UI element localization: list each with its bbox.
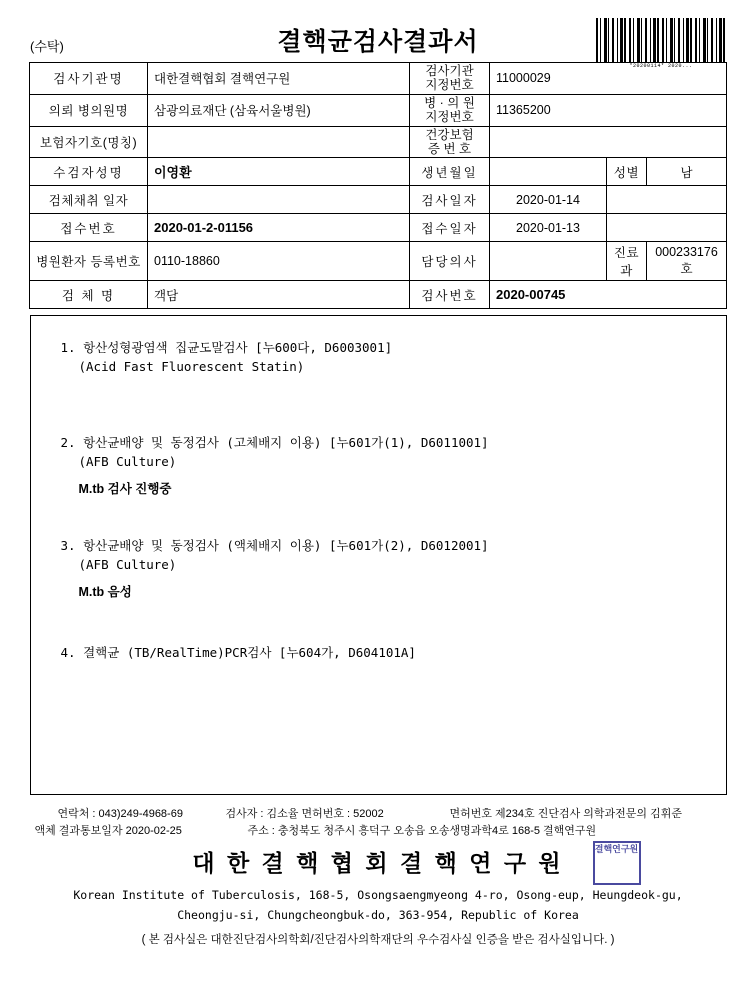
address-label: 주소 : 충청북도 청주시 흥덕구 오송읍 오송생명과학4로 168-5 결핵연구원 — [247, 825, 597, 838]
test-no-value: 2020-00745 — [490, 281, 727, 309]
result-value: M.tb 음성 — [78, 585, 132, 600]
patient-info-table — [29, 62, 727, 309]
lab-code-value: 11000029 — [490, 63, 727, 95]
institute-name-text: 대 한 결 핵 협 회 결 핵 연 구 원 — [192, 850, 564, 877]
hospital-code-label — [410, 94, 490, 126]
footer-row-1 — [30, 805, 727, 822]
receipt-date-label: 접수일자 — [410, 214, 490, 242]
address-en-line1: Korean Institute of Tuberculosis, 168-5, Osongsaengmyeong 4-ro, Osong-eup, Heungdeok-gu, — [73, 888, 683, 903]
result-item-4 — [61, 643, 416, 671]
health-insurance-value — [490, 126, 727, 158]
table-row — [30, 214, 727, 242]
report-header — [0, 0, 756, 69]
lab-code-label — [410, 63, 490, 95]
specimen-value: 객담 — [148, 281, 410, 309]
patient-name-label: 수검자성명 — [30, 158, 148, 186]
table-row — [30, 94, 727, 126]
results-box — [30, 315, 727, 795]
table-row — [30, 242, 727, 281]
collect-date-label: 검체채취 일자 — [30, 186, 148, 214]
test-date-value: 2020-01-14 — [490, 186, 607, 214]
receipt-date-spacer — [607, 214, 727, 242]
address-en-line2: Cheongju-si, Chungcheongbuk-do, 363-954, Republic of Korea — [177, 907, 579, 922]
doctor-value — [490, 242, 607, 281]
health-insurance-label-line1: 건강보험 — [425, 127, 474, 142]
table-row — [30, 281, 727, 309]
table-row — [30, 158, 727, 186]
address-en — [30, 886, 727, 925]
certification-note: ( 본 검사실은 대한진단검사의학회/진단검사의학재단의 우수검사실 인증을 받은 검사실입니다. ) — [141, 934, 615, 947]
tester-label: 검사자 : 김소율 면허번호 : 52002 — [225, 808, 384, 821]
result-subtitle: (AFB Culture) — [78, 454, 177, 470]
result-item-3 — [61, 536, 489, 600]
page-title: 결핵균검사결과서 — [277, 28, 479, 56]
result-subtitle: (Acid Fast Fluorescent Statin) — [78, 359, 305, 375]
test-no-label: 검사번호 — [410, 281, 490, 309]
barcode-number: *20200114* 2020... — [629, 63, 693, 69]
sex-label: 성별 — [607, 158, 647, 186]
barcode-bars — [596, 18, 726, 62]
footer-row-2 — [30, 822, 727, 839]
lab-name-label: 검사기관명 — [30, 63, 148, 95]
result-subtitle: (AFB Culture) — [78, 557, 177, 573]
test-date-label: 검사일자 — [410, 186, 490, 214]
chart-no-value: 0110-18860 — [148, 242, 410, 281]
birth-value — [490, 158, 607, 186]
report-footer — [30, 805, 727, 947]
lab-name-value: 대한결핵협회 결핵연구원 — [148, 63, 410, 95]
birth-label: 생년월일 — [410, 158, 490, 186]
health-insurance-label — [410, 126, 490, 158]
collect-date-value — [148, 186, 410, 214]
table-row — [30, 186, 727, 214]
lab-code-label-line2: 지정번호 — [425, 78, 474, 93]
hospital-code-value: 11365200 — [490, 94, 727, 126]
hospital-code-label-line1: 병 · 의 원 — [424, 95, 475, 110]
result-item-2 — [61, 433, 489, 497]
table-row — [30, 126, 727, 158]
request-hospital-label: 의뢰 병의원명 — [30, 94, 148, 126]
doctor-label: 담당의사 — [410, 242, 490, 281]
result-title: 2. 항산균배양 및 동정검사 (고체배지 이용) [누601가(1), D6011001] — [60, 435, 489, 451]
request-hospital-value: 삼광의료재단 (삼육서울병원) — [148, 94, 410, 126]
patient-name-value: 이영환 — [148, 158, 410, 186]
consign-label: (수탁) — [30, 39, 64, 54]
dept-label: 진료과 — [607, 242, 647, 281]
official-stamp-icon: 결핵연구원 — [593, 841, 641, 885]
result-value: M.tb 검사 진행중 — [78, 482, 172, 497]
test-date-spacer — [607, 186, 727, 214]
institute-name — [30, 845, 727, 878]
barcode — [596, 18, 726, 74]
health-insurance-label-line2: 증 번 호 — [427, 141, 472, 156]
chart-no-label: 병원환자 등록번호 — [30, 242, 148, 281]
insurance-label: 보험자기호(명칭) — [30, 126, 148, 158]
receipt-no-label: 접수번호 — [30, 214, 148, 242]
license-label: 면허번호 제234호 진단검사 의학과전문의 김휘준 — [449, 808, 682, 821]
result-title: 4. 결핵균 (TB/RealTime)PCR검사 [누604가, D604101A] — [60, 645, 416, 661]
result-title: 1. 항산성형광염색 집균도말검사 [누600다, D6003001] — [60, 340, 393, 356]
report-date-label: 액체 결과통보일자 2020-02-25 — [34, 825, 182, 838]
insurance-value — [148, 126, 410, 158]
result-title: 3. 항산균배양 및 동정검사 (액체배지 이용) [누601가(2), D6012001] — [60, 538, 489, 554]
receipt-no-value: 2020-01-2-01156 — [148, 214, 410, 242]
lab-code-label-line1: 검사기관 — [425, 64, 474, 78]
sex-value: 남 — [647, 158, 727, 186]
dept-value: 000233176호 — [647, 242, 727, 281]
specimen-label: 검 체 명 — [30, 281, 148, 309]
hospital-code-label-line2: 지정번호 — [425, 110, 474, 125]
receipt-date-value: 2020-01-13 — [490, 214, 607, 242]
contact-label: 연락처 : 043)249-4968-69 — [57, 808, 183, 821]
result-item-1 — [61, 338, 393, 384]
